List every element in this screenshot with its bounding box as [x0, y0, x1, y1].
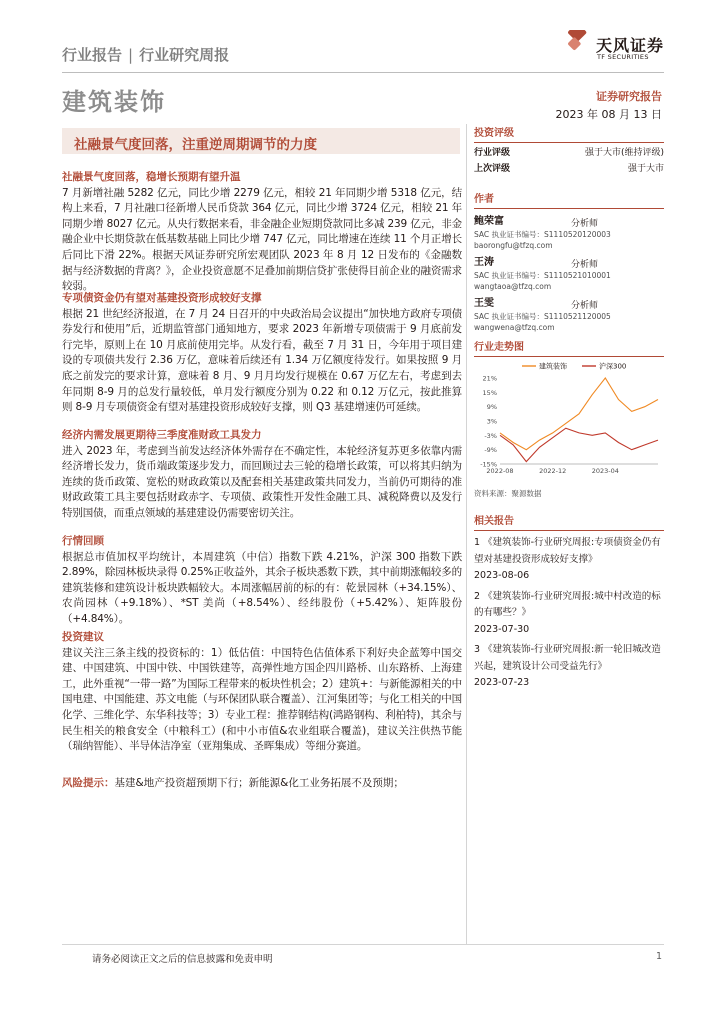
series-line-industry [500, 378, 658, 450]
section-body: 建议关注三条主线的投资标的：1）低估值：中国特色估值体系下利好央企蓝筹中国交建、中国建筑、中国中铁、中国铁建等，高弹性地方国企四川路桥、山东路桥、上海建工，此外重视“一带一路”为国际工程带来的板块性机会；2）建筑+：与新能源相关的中国电建、中国能建、苏文电能（与环保团队联合覆盖）、江河集团等；与化工相关的中国化学、三维化学、东华科技等；3）专业工程：推荐钢结构(鸿路钢构、利柏特)，其余与民生相关的粮食安全（中粮科工）(和中小市值&农业组联合覆盖)，建议关注供热节能（瑞纳智能）、半导体洁净室（亚翔集成、圣晖集成）等细分赛道。 [62, 646, 462, 753]
report-kind: 证券研究报告 [596, 90, 662, 103]
related-block [474, 512, 664, 692]
rule [474, 356, 664, 357]
author-sac: SAC 执业证书编号：S1110521010001 [474, 271, 611, 280]
author-role: 分析师 [571, 260, 599, 270]
rating-title: 投资评级 [474, 128, 514, 139]
author-role: 分析师 [571, 301, 599, 311]
author-name: 王涛 [474, 257, 494, 268]
legend-label: 沪深300 [599, 362, 627, 371]
author-email[interactable]: wangtaoa@tfzq.com [474, 282, 552, 291]
related-report-date: 2023-07-30 [474, 623, 530, 635]
section-5 [62, 630, 462, 755]
rating-value: 强于大市(维持评级) [584, 148, 664, 158]
section-1 [62, 170, 462, 295]
y-tick-label: 15% [482, 388, 497, 397]
related-report-title[interactable]: 3 《建筑装饰-行业研究周报:新一轮旧城改造兴起，建筑设计公司受益先行》 [474, 644, 661, 672]
authors-title: 作者 [474, 194, 494, 205]
y-tick-label: -3% [484, 431, 497, 440]
section-body: 根据 21 世纪经济报道，在 7 月 24 日召开的中央政治局会议提出“加快地方政府专项债券发行和使用”后，近期监管部门通知地方，要求 2023 年新增专项债需于 9 月底前发行完毕，原则上在 10 月底前使用完毕。从发行看，截至 7 月 31 日，今年用于项目建设的专项债共发行 2.36 万亿，意味着后续还有 1.34 万亿额度待发行。如果按照 9 月底之前发完的要求计算，意味着 8 月、9 月月均发行规模在 0.67 万亿左右，考虑到去年同期 8-9 月的总发行量较低，单月发行额度分别为 0.22 和 0.12 万亿元，按此推算则 8-9 月专项债资金有望对基建投资形成较好支撑，则 Q3 基建增速仍可延续。 [62, 307, 462, 414]
y-tick-label: 21% [482, 374, 497, 383]
author [474, 215, 664, 251]
x-tick-label: 2022-08 [486, 467, 514, 475]
industry-title: 建筑装饰 [62, 88, 166, 116]
author-email[interactable]: wangwena@tfzq.com [474, 323, 555, 332]
related-report[interactable] [474, 642, 664, 692]
trend-block [474, 338, 664, 357]
section-body: 进入 2023 年，考虑到当前发达经济体外需存在不确定性，本轮经济复苏更多依靠内需经济增长发力，货币端政策逐步发力，而回顾过去三轮的稳增长政策，可以将其归纳为连续的货币政策、宽松的财政政策以及配套相关基建政策共同发力，当前仍可期待的准财政政策工具主要包括财政赤字、专项债、政策性开发性金融工具、减税降费以及发行特别国债，而重点领域的基建建设仍需要密切关注。 [62, 444, 462, 519]
related-report-title[interactable]: 2 《建筑装饰-行业研究周报:城中村改造的标的有哪些？》 [474, 590, 661, 618]
author-role: 分析师 [571, 219, 599, 229]
section-title: 行情回顾 [62, 535, 104, 547]
report-date: 2023 年 08 月 13 日 [555, 108, 662, 121]
section-body: 根据总市值加权平均统计，本周建筑（中信）指数下跌 4.21%，沪深 300 指数下跌 2.89%，除园林板块录得 0.25%正收益外，其余子板块悉数下跌，其中前期涨幅较多的建筑装修和建筑设计板块跌幅较大。本周涨幅居前的标的有：乾景园林（+34.15%）、农尚园林（+9.18%）、*ST 美尚（+8.54%）、经纬股份（+5.42%）、矩阵股份（+4.84%）。 [62, 550, 462, 625]
section-title: 社融景气度回落，稳增长预期有望升温 [62, 171, 241, 183]
author-email[interactable]: baorongfu@tfzq.com [474, 241, 553, 250]
rating-key: 上次评级 [474, 164, 511, 174]
section-title: 专项债资金仍有望对基建投资形成较好支撑 [62, 292, 262, 304]
author-sac: SAC 执业证书编号：S1110521120005 [474, 312, 611, 321]
author-sac: SAC 执业证书编号：S1110520120003 [474, 230, 611, 239]
related-report-date: 2023-08-06 [474, 570, 530, 581]
chart-source: 资料来源：聚源数据 [474, 489, 542, 498]
rating-row [474, 145, 664, 161]
logo-subtext: TF SECURITIES [597, 53, 649, 61]
rating-value: 强于大市 [627, 164, 664, 174]
trend-title: 行业走势图 [474, 342, 524, 353]
footer-divider [62, 944, 664, 945]
y-tick-label: -9% [484, 446, 497, 455]
rule [474, 208, 664, 209]
section-title: 经济内需发展更期待三季度准财政工具发力 [62, 429, 262, 441]
trend-chart [474, 358, 664, 476]
y-tick-label: -15% [480, 460, 497, 469]
author [474, 297, 664, 333]
risk-label: 风险提示： [62, 777, 115, 789]
y-tick-label: 9% [486, 403, 497, 412]
series-line-index [500, 428, 658, 461]
author-name: 鲍荣富 [474, 216, 504, 227]
footer-disclaimer: 请务必阅读正文之后的信息披露和免责申明 [92, 954, 273, 965]
risk-text: 基建&地产投资超预期下行；新能源&化工业务拓展不及预期； [114, 777, 404, 789]
legend-label: 建筑装饰 [539, 362, 567, 371]
y-tick-label: 3% [486, 417, 497, 426]
rule [474, 530, 664, 531]
related-title: 相关报告 [474, 516, 514, 527]
section-2 [62, 291, 462, 416]
header-divider [62, 72, 664, 73]
rating-block [474, 124, 664, 177]
risk-note [62, 776, 462, 792]
section-3 [62, 428, 462, 522]
section-4 [62, 534, 462, 628]
related-report[interactable] [474, 589, 664, 639]
report-subtitle: 社融景气度回落，注重逆周期调节的力度 [74, 137, 317, 153]
author [474, 256, 664, 292]
authors-block [474, 190, 664, 333]
column-divider [466, 124, 467, 944]
related-report-title[interactable]: 1 《建筑装饰-行业研究周报:专项债资金仍有望对基建投资形成较好支撑》 [474, 537, 661, 565]
rule [474, 142, 664, 143]
x-tick-label: 2022-12 [539, 467, 567, 475]
page-number: 1 [655, 951, 662, 962]
related-report-date: 2023-07-23 [474, 677, 530, 688]
rating-row [474, 161, 664, 177]
author-name: 王雯 [474, 298, 494, 309]
logo-text: 天风证券 [596, 36, 665, 55]
rating-key: 行业评级 [474, 148, 511, 158]
related-report[interactable] [474, 535, 664, 585]
section-title: 投资建议 [62, 631, 104, 643]
x-tick-label: 2023-04 [591, 467, 619, 475]
doc-type: 行业报告 | 行业研究周报 [62, 46, 230, 64]
section-body: 7 月新增社融 5282 亿元，同比少增 2279 亿元，相较 21 年同期少增 5318 亿元，结构上来看，7 月社融口径新增人民币贷款 364 亿元，同比少增 3724 亿元，相较 21 年同期少增 8027 亿元。从央行数据来看，非金融企业短期贷款同比多减 239 亿元，非金融企业中长期贷款在低基数基础上同比少增 747 亿元，同比增速在连续 11 个月正增长后同比下滑 22%。根据天风证券研究所宏观团队 2023 年 8 月 12 日发布的《金融数据与经济数据的背离？》，企业投资意愿不足叠加前期信贷扩张使得目前企业的融资需求较弱。 [62, 186, 463, 293]
